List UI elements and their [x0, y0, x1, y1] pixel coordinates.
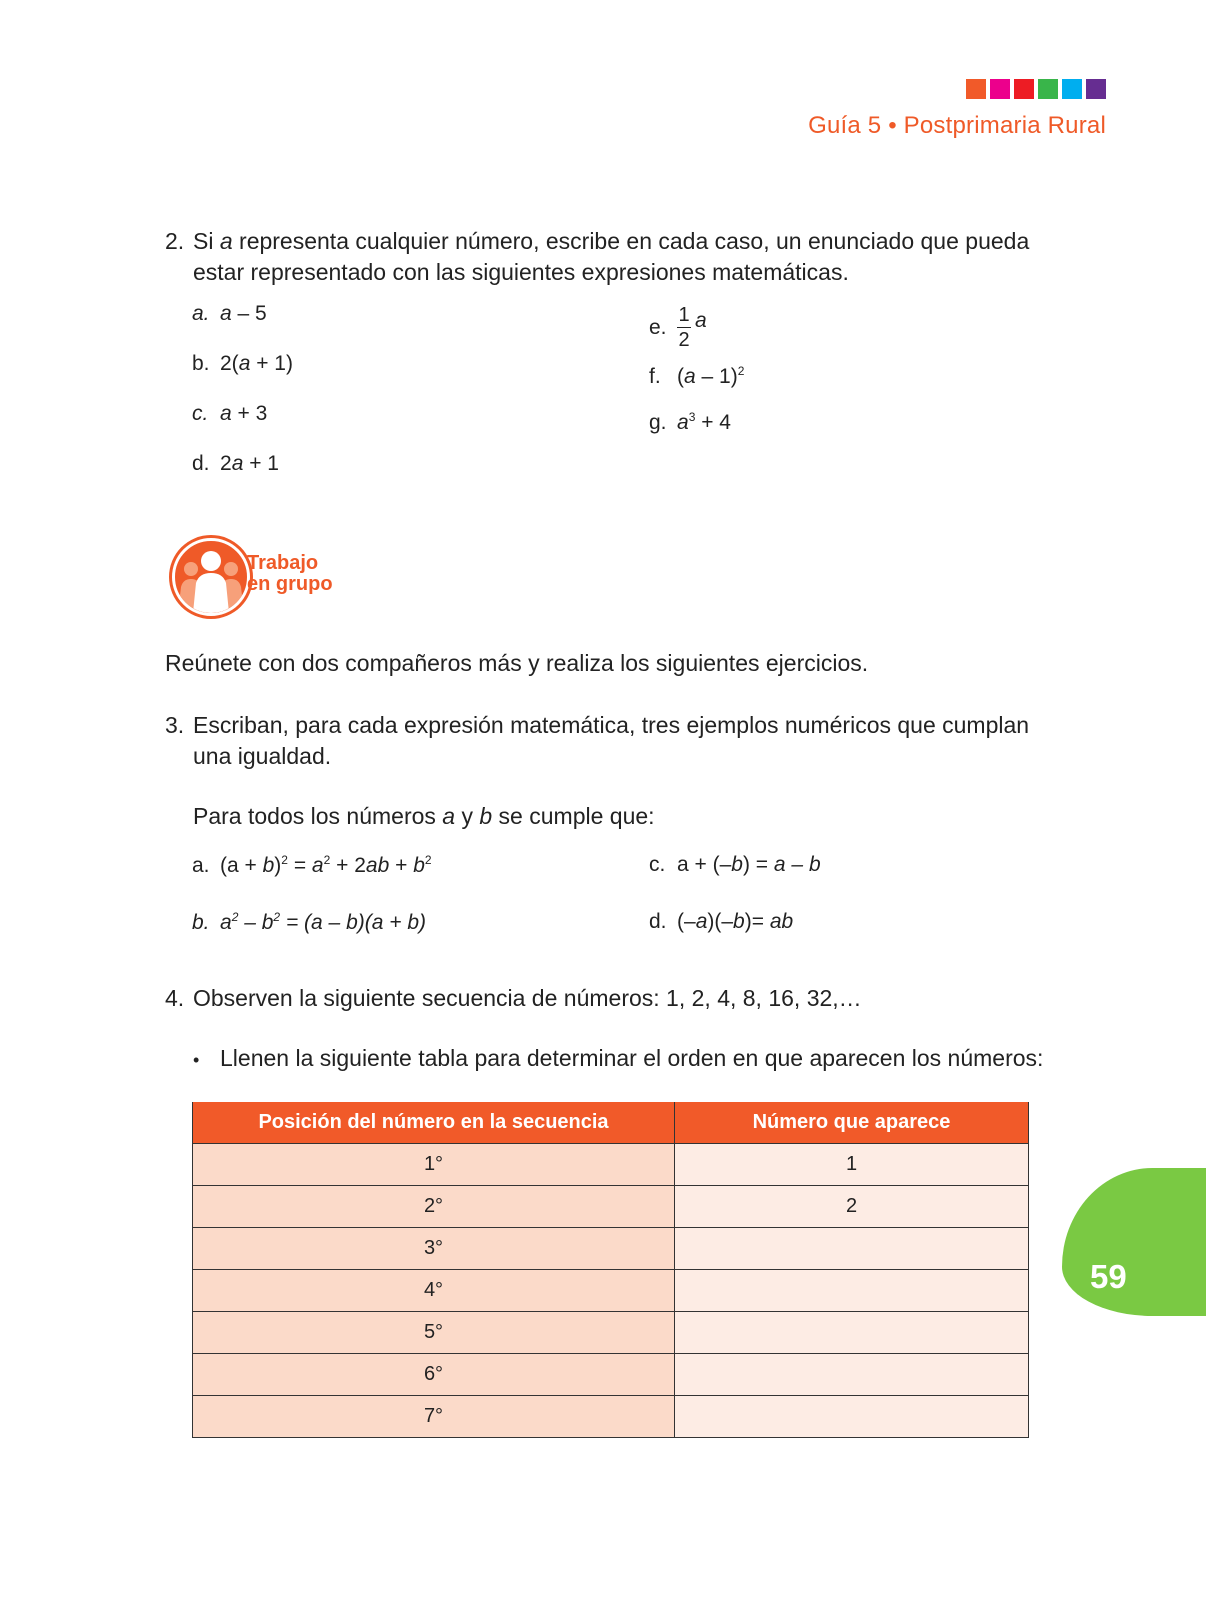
item-label: e. [649, 315, 667, 339]
variable: b [262, 854, 275, 877]
fraction-bar [677, 327, 691, 328]
text: se cumple que: [492, 803, 655, 829]
header-position: Posición del número en la secuencia [193, 1102, 675, 1144]
table-row [193, 1396, 1029, 1438]
table-row [193, 1354, 1029, 1396]
exponent: 3 [688, 410, 696, 424]
exercise-2-line2: estar representado con las siguientes expresiones matemáticas. [193, 259, 849, 285]
item-label: g. [649, 411, 667, 434]
exponent: 2 [281, 853, 288, 867]
exercise-3-statement [165, 710, 1085, 772]
exercise-number: 2. [165, 228, 185, 254]
text: (a + [220, 854, 263, 877]
table-row [193, 1144, 1029, 1186]
item-label: d. [192, 452, 210, 475]
exponent: 2 [273, 910, 281, 924]
position-cell: 4° [193, 1270, 675, 1312]
variable: b [413, 854, 425, 877]
variable: a [220, 402, 232, 425]
exponent: 2 [737, 364, 745, 378]
text: + 2 [330, 854, 366, 877]
variable: a [695, 910, 708, 933]
item-label: c. [649, 853, 666, 876]
exercise-4-bullet [193, 1043, 1043, 1076]
variable: a – b [773, 853, 821, 876]
text: y [455, 803, 480, 829]
bullet: • [193, 1050, 200, 1070]
text: 2 [220, 452, 232, 475]
expr-2g [649, 410, 731, 435]
page-number-tab [1062, 1168, 1206, 1316]
text: Para todos los números [193, 803, 443, 829]
text: (– [677, 910, 696, 933]
sequence-table [192, 1102, 1029, 1438]
text: Escriban, para cada expresión matemática, tres ejemplos numéricos que cumplan [193, 712, 1030, 738]
number-cell[interactable] [675, 1270, 1029, 1312]
text: + 4 [695, 411, 731, 434]
text: = (a – b)(a + b) [280, 911, 427, 934]
item-label: c. [192, 402, 209, 425]
position-cell: 3° [193, 1228, 675, 1270]
text: 2( [220, 352, 239, 375]
variable: a [684, 365, 696, 388]
text: – 5 [231, 302, 267, 325]
exercise-3-line2: una igualdad. [193, 743, 332, 769]
text: Si [193, 228, 220, 254]
variable: ab [365, 854, 390, 877]
item-label: a. [192, 854, 210, 877]
exercise-3-intro [193, 801, 655, 832]
position-cell: 5° [193, 1312, 675, 1354]
variable: a [677, 411, 689, 434]
variable: ab [769, 910, 794, 933]
text: + 3 [231, 402, 268, 425]
number-cell[interactable] [675, 1312, 1029, 1354]
page-number: 59 [1090, 1258, 1127, 1295]
identity-3b [192, 910, 426, 935]
variable: a [695, 308, 707, 332]
exponent: 2 [424, 853, 432, 867]
expr-2c [192, 402, 267, 426]
identity-3a [192, 853, 432, 878]
identity-3c [649, 853, 821, 877]
exercise-number: 4. [165, 985, 185, 1011]
variable: a [231, 452, 244, 475]
position-cell: 2° [193, 1186, 675, 1228]
text: Llenen la siguiente tabla para determinar el orden en que aparecen los números: [220, 1045, 1044, 1071]
variable: a [219, 228, 233, 254]
variable: a [311, 854, 324, 877]
table-row [193, 1270, 1029, 1312]
table-row [193, 1186, 1029, 1228]
text: )= [744, 910, 770, 933]
variable: b [261, 911, 274, 934]
color-square [1014, 79, 1034, 99]
variable: a [220, 911, 232, 934]
header-color-squares [966, 79, 1106, 99]
position-cell: 6° [193, 1354, 675, 1396]
exercise-number: 3. [165, 712, 185, 738]
text: + 1) [250, 352, 293, 375]
exponent: 2 [323, 853, 331, 867]
item-label: f. [649, 365, 661, 388]
numerator: 1 [678, 304, 690, 326]
expr-2e [649, 304, 707, 351]
table-row [193, 1228, 1029, 1270]
number-cell[interactable] [675, 1396, 1029, 1438]
group-label-line2: en grupo [247, 573, 333, 595]
item-label: b. [192, 911, 210, 934]
text: ( [677, 365, 684, 388]
group-work-icon [172, 538, 250, 616]
header-title: Guía 5 • Postprimaria Rural [808, 112, 1106, 139]
text: a + (– [677, 853, 732, 876]
fraction [677, 304, 691, 351]
item-label: b. [192, 352, 210, 375]
identity-3d [649, 910, 793, 934]
text: + [389, 854, 414, 877]
variable: a [238, 352, 251, 375]
group-work-label [247, 553, 333, 595]
expr-2f [649, 364, 744, 389]
text: + 1 [243, 452, 279, 475]
number-cell[interactable] [675, 1228, 1029, 1270]
text: ) = [742, 853, 774, 876]
color-square [966, 79, 986, 99]
expr-2a [192, 302, 267, 326]
text: representa cualquier número, escribe en cada caso, un enunciado que pueda [232, 228, 1030, 254]
group-label-line1: Trabajo [247, 552, 319, 574]
text: = [287, 854, 312, 877]
variable: a [442, 803, 456, 829]
exercise-2-statement [165, 226, 1085, 288]
text: )(– [707, 910, 734, 933]
denominator: 2 [678, 329, 690, 351]
expr-2b [192, 352, 293, 376]
variable: a [220, 302, 232, 325]
variable: b [479, 803, 493, 829]
text: Observen la siguiente secuencia de números: 1, 2, 4, 8, 16, 32,… [193, 985, 862, 1011]
people-silhouette-icon [175, 541, 247, 613]
item-label: d. [649, 910, 667, 933]
expr-2d [192, 452, 279, 476]
color-square [990, 79, 1010, 99]
text: ) [274, 854, 282, 877]
table-row [193, 1312, 1029, 1354]
position-cell: 7° [193, 1396, 675, 1438]
group-intro-text: Reúnete con dos compañeros más y realiza los siguientes ejercicios. [165, 650, 869, 676]
exponent: 2 [231, 910, 239, 924]
table-header-row [193, 1102, 1029, 1144]
color-square [1038, 79, 1058, 99]
number-cell[interactable] [675, 1354, 1029, 1396]
item-label: a. [192, 302, 210, 325]
text: – [238, 911, 262, 934]
color-square [1062, 79, 1082, 99]
exercise-4-statement [165, 983, 862, 1014]
text: – 1) [695, 365, 738, 388]
header-number: Número que aparece [675, 1102, 1029, 1144]
position-cell: 1° [193, 1144, 675, 1186]
variable: b [731, 853, 743, 876]
color-square [1086, 79, 1106, 99]
number-cell[interactable]: 2 [675, 1186, 1029, 1228]
variable: b [733, 910, 745, 933]
number-cell[interactable]: 1 [675, 1144, 1029, 1186]
